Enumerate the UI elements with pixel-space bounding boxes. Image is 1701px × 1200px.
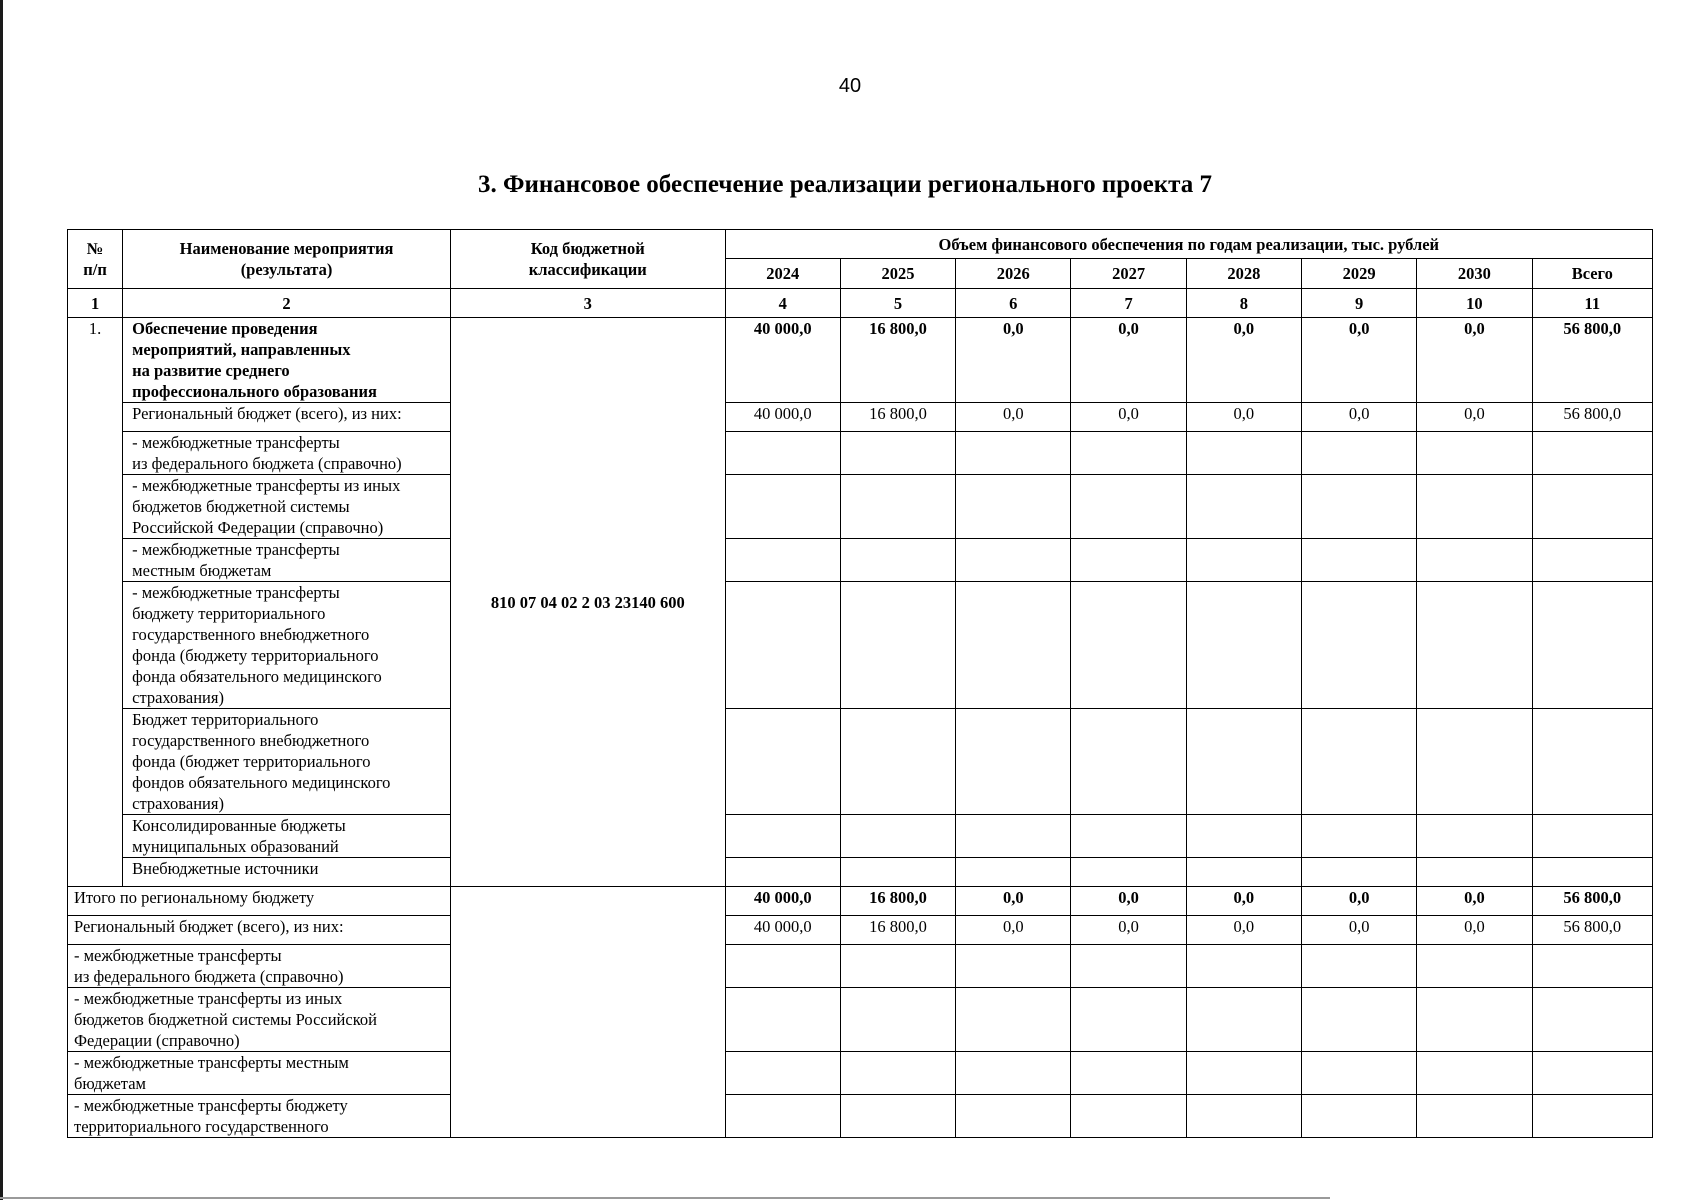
value-cell: 0,0 bbox=[956, 403, 1071, 432]
table-row bbox=[68, 1052, 1653, 1095]
header-code bbox=[450, 230, 725, 289]
page-number: 40 bbox=[838, 75, 862, 97]
total-label: Региональный бюджет (всего), из них: bbox=[68, 916, 451, 945]
value-cell bbox=[1071, 539, 1186, 582]
column-number: 3 bbox=[450, 289, 725, 318]
value-cell bbox=[1302, 945, 1417, 988]
value-cell bbox=[1532, 475, 1652, 539]
value-cell bbox=[1302, 858, 1417, 887]
value-cell: 56 800,0 bbox=[1532, 887, 1652, 916]
value-cell: 0,0 bbox=[1417, 916, 1532, 945]
page-title: 3. Финансовое обеспечение реализации регионального проекта 7 bbox=[477, 171, 1213, 198]
header-year: 2027 bbox=[1071, 259, 1186, 289]
table-row bbox=[68, 887, 1653, 916]
value-cell: 0,0 bbox=[1186, 887, 1301, 916]
total-label: - межбюджетные трансферты из федерального бюджета (справочно) bbox=[68, 945, 451, 988]
table-row bbox=[68, 858, 1653, 887]
value-cell bbox=[1186, 1052, 1301, 1095]
value-cell: 0,0 bbox=[1302, 887, 1417, 916]
table-row bbox=[68, 475, 1653, 539]
activity-name: - межбюджетные трансферты из федерального бюджета (справочно) bbox=[123, 432, 451, 475]
value-cell bbox=[1417, 815, 1532, 858]
table-row bbox=[68, 403, 1653, 432]
value-cell: 0,0 bbox=[1417, 318, 1532, 403]
value-cell bbox=[1302, 1052, 1417, 1095]
value-cell bbox=[1071, 988, 1186, 1052]
value-cell bbox=[956, 432, 1071, 475]
value-cell bbox=[1532, 988, 1652, 1052]
value-cell bbox=[1417, 988, 1532, 1052]
value-cell: 0,0 bbox=[1417, 403, 1532, 432]
value-cell bbox=[1417, 475, 1532, 539]
value-cell bbox=[956, 475, 1071, 539]
value-cell: 0,0 bbox=[1302, 916, 1417, 945]
header-year: 2028 bbox=[1186, 259, 1301, 289]
column-number: 1 bbox=[68, 289, 123, 318]
value-cell: 40 000,0 bbox=[725, 403, 840, 432]
value-cell bbox=[1532, 582, 1652, 709]
header-name bbox=[123, 230, 451, 289]
activity-name: Региональный бюджет (всего), из них: bbox=[123, 403, 451, 432]
value-cell: 40 000,0 bbox=[725, 916, 840, 945]
value-cell bbox=[1532, 539, 1652, 582]
value-cell bbox=[725, 815, 840, 858]
header-volume: Объем финансового обеспечения по годам реализации, тыс. рублей bbox=[725, 230, 1652, 259]
total-label: Итого по региональному бюджету bbox=[68, 887, 451, 916]
value-cell: 16 800,0 bbox=[840, 916, 955, 945]
value-cell bbox=[1417, 858, 1532, 887]
value-cell: 0,0 bbox=[1071, 318, 1186, 403]
column-number: 8 bbox=[1186, 289, 1301, 318]
value-cell bbox=[840, 709, 955, 815]
table-row bbox=[68, 582, 1653, 709]
value-cell bbox=[725, 1052, 840, 1095]
value-cell bbox=[725, 432, 840, 475]
column-number: 2 bbox=[123, 289, 451, 318]
value-cell bbox=[840, 815, 955, 858]
activity-name: Обеспечение проведения мероприятий, направленных на развитие среднего профессионального образования bbox=[123, 318, 451, 403]
value-cell: 16 800,0 bbox=[840, 403, 955, 432]
scan-left-edge bbox=[0, 0, 3, 1200]
value-cell: 56 800,0 bbox=[1532, 403, 1652, 432]
value-cell bbox=[1071, 432, 1186, 475]
value-cell bbox=[956, 988, 1071, 1052]
value-cell: 0,0 bbox=[956, 318, 1071, 403]
activity-name: - межбюджетные трансферты местным бюджетам bbox=[123, 539, 451, 582]
value-cell: 0,0 bbox=[1417, 887, 1532, 916]
value-cell bbox=[1186, 475, 1301, 539]
value-cell bbox=[1417, 945, 1532, 988]
budget-code-empty bbox=[450, 887, 725, 1138]
value-cell bbox=[1417, 1052, 1532, 1095]
value-cell bbox=[840, 432, 955, 475]
total-label: - межбюджетные трансферты бюджету территориального государственного bbox=[68, 1095, 451, 1138]
column-number: 9 bbox=[1302, 289, 1417, 318]
value-cell bbox=[1186, 988, 1301, 1052]
value-cell bbox=[956, 1052, 1071, 1095]
value-cell bbox=[1302, 815, 1417, 858]
activity-name: Внебюджетные источники bbox=[123, 858, 451, 887]
scan-bottom-line bbox=[0, 1197, 1330, 1199]
value-cell bbox=[725, 475, 840, 539]
value-cell bbox=[1532, 432, 1652, 475]
value-cell: 56 800,0 bbox=[1532, 916, 1652, 945]
table-row bbox=[68, 432, 1653, 475]
value-cell: 40 000,0 bbox=[725, 887, 840, 916]
value-cell bbox=[1532, 1052, 1652, 1095]
header-code-text: Код бюджетной классификации bbox=[528, 239, 647, 279]
value-cell: 0,0 bbox=[956, 916, 1071, 945]
value-cell bbox=[1186, 709, 1301, 815]
table-row bbox=[68, 1095, 1653, 1138]
total-label: - межбюджетные трансферты из иных бюджетов бюджетной системы Российской Федерации (справочно) bbox=[68, 988, 451, 1052]
value-cell bbox=[1532, 709, 1652, 815]
value-cell bbox=[840, 1052, 955, 1095]
value-cell bbox=[956, 1095, 1071, 1138]
value-cell: 16 800,0 bbox=[840, 318, 955, 403]
value-cell bbox=[840, 1095, 955, 1138]
value-cell: 0,0 bbox=[1186, 403, 1301, 432]
value-cell: 0,0 bbox=[1302, 403, 1417, 432]
table-row bbox=[68, 916, 1653, 945]
header-num-text: № п/п bbox=[83, 239, 107, 279]
value-cell bbox=[1071, 1095, 1186, 1138]
value-cell: 0,0 bbox=[1071, 916, 1186, 945]
financing-table bbox=[67, 229, 1653, 1138]
value-cell bbox=[1417, 582, 1532, 709]
value-cell bbox=[1417, 1095, 1532, 1138]
value-cell bbox=[840, 539, 955, 582]
value-cell bbox=[725, 858, 840, 887]
value-cell bbox=[1186, 1095, 1301, 1138]
column-number: 11 bbox=[1532, 289, 1652, 318]
value-cell bbox=[725, 709, 840, 815]
value-cell bbox=[1532, 945, 1652, 988]
value-cell bbox=[1071, 945, 1186, 988]
budget-code: 810 07 04 02 2 03 23140 600 bbox=[450, 318, 725, 887]
value-cell bbox=[1302, 539, 1417, 582]
value-cell bbox=[1186, 858, 1301, 887]
column-number: 10 bbox=[1417, 289, 1532, 318]
value-cell bbox=[956, 858, 1071, 887]
value-cell bbox=[1186, 582, 1301, 709]
value-cell bbox=[725, 539, 840, 582]
value-cell bbox=[1417, 709, 1532, 815]
row-number: 1. bbox=[68, 318, 123, 887]
value-cell bbox=[956, 709, 1071, 815]
value-cell bbox=[1071, 475, 1186, 539]
value-cell: 40 000,0 bbox=[725, 318, 840, 403]
value-cell bbox=[1302, 709, 1417, 815]
table-row bbox=[68, 539, 1653, 582]
value-cell bbox=[1071, 709, 1186, 815]
value-cell bbox=[1071, 815, 1186, 858]
value-cell bbox=[725, 945, 840, 988]
header-year: 2029 bbox=[1302, 259, 1417, 289]
table-row bbox=[68, 709, 1653, 815]
value-cell bbox=[1186, 815, 1301, 858]
header-year: 2030 bbox=[1417, 259, 1532, 289]
header-year: 2025 bbox=[840, 259, 955, 289]
value-cell bbox=[1302, 988, 1417, 1052]
value-cell bbox=[1417, 432, 1532, 475]
value-cell bbox=[1532, 815, 1652, 858]
value-cell bbox=[1302, 582, 1417, 709]
header-year: 2026 bbox=[956, 259, 1071, 289]
activity-name: Бюджет территориального государственного внебюджетного фонда (бюджет территориального фондов обязательного медицинского страхования) bbox=[123, 709, 451, 815]
value-cell bbox=[1071, 582, 1186, 709]
value-cell bbox=[840, 475, 955, 539]
value-cell bbox=[1417, 539, 1532, 582]
table-row bbox=[68, 945, 1653, 988]
column-number: 6 bbox=[956, 289, 1071, 318]
value-cell bbox=[956, 815, 1071, 858]
value-cell: 0,0 bbox=[1071, 887, 1186, 916]
value-cell bbox=[956, 539, 1071, 582]
value-cell bbox=[725, 582, 840, 709]
activity-name: - межбюджетные трансферты бюджету территориального государственного внебюджетного фонда (бюджету территориального фонда обязательного медицинского страхования) bbox=[123, 582, 451, 709]
value-cell: 0,0 bbox=[956, 887, 1071, 916]
value-cell bbox=[725, 988, 840, 1052]
value-cell bbox=[840, 582, 955, 709]
activity-name: - межбюджетные трансферты из иных бюджетов бюджетной системы Российской Федерации (справочно) bbox=[123, 475, 451, 539]
header-num bbox=[68, 230, 123, 289]
value-cell bbox=[840, 945, 955, 988]
table-row bbox=[68, 988, 1653, 1052]
table-row bbox=[68, 815, 1653, 858]
activity-name: Консолидированные бюджеты муниципальных образований bbox=[123, 815, 451, 858]
value-cell: 0,0 bbox=[1302, 318, 1417, 403]
value-cell bbox=[1302, 475, 1417, 539]
value-cell bbox=[725, 1095, 840, 1138]
table-row bbox=[68, 318, 1653, 403]
value-cell: 0,0 bbox=[1186, 318, 1301, 403]
value-cell bbox=[1186, 432, 1301, 475]
value-cell: 56 800,0 bbox=[1532, 318, 1652, 403]
column-number: 4 bbox=[725, 289, 840, 318]
value-cell bbox=[840, 858, 955, 887]
value-cell bbox=[1071, 1052, 1186, 1095]
value-cell bbox=[1532, 858, 1652, 887]
value-cell bbox=[1302, 432, 1417, 475]
value-cell: 0,0 bbox=[1071, 403, 1186, 432]
total-label: - межбюджетные трансферты местным бюджетам bbox=[68, 1052, 451, 1095]
header-year: 2024 bbox=[725, 259, 840, 289]
value-cell bbox=[1186, 539, 1301, 582]
column-number: 5 bbox=[840, 289, 955, 318]
value-cell bbox=[956, 582, 1071, 709]
value-cell bbox=[1532, 1095, 1652, 1138]
value-cell: 16 800,0 bbox=[840, 887, 955, 916]
header-name-text: Наименование мероприятия (результата) bbox=[179, 239, 394, 279]
header-year: Всего bbox=[1532, 259, 1652, 289]
column-number: 7 bbox=[1071, 289, 1186, 318]
value-cell: 0,0 bbox=[1186, 916, 1301, 945]
value-cell bbox=[1186, 945, 1301, 988]
value-cell bbox=[1302, 1095, 1417, 1138]
value-cell bbox=[1071, 858, 1186, 887]
value-cell bbox=[840, 988, 955, 1052]
value-cell bbox=[956, 945, 1071, 988]
